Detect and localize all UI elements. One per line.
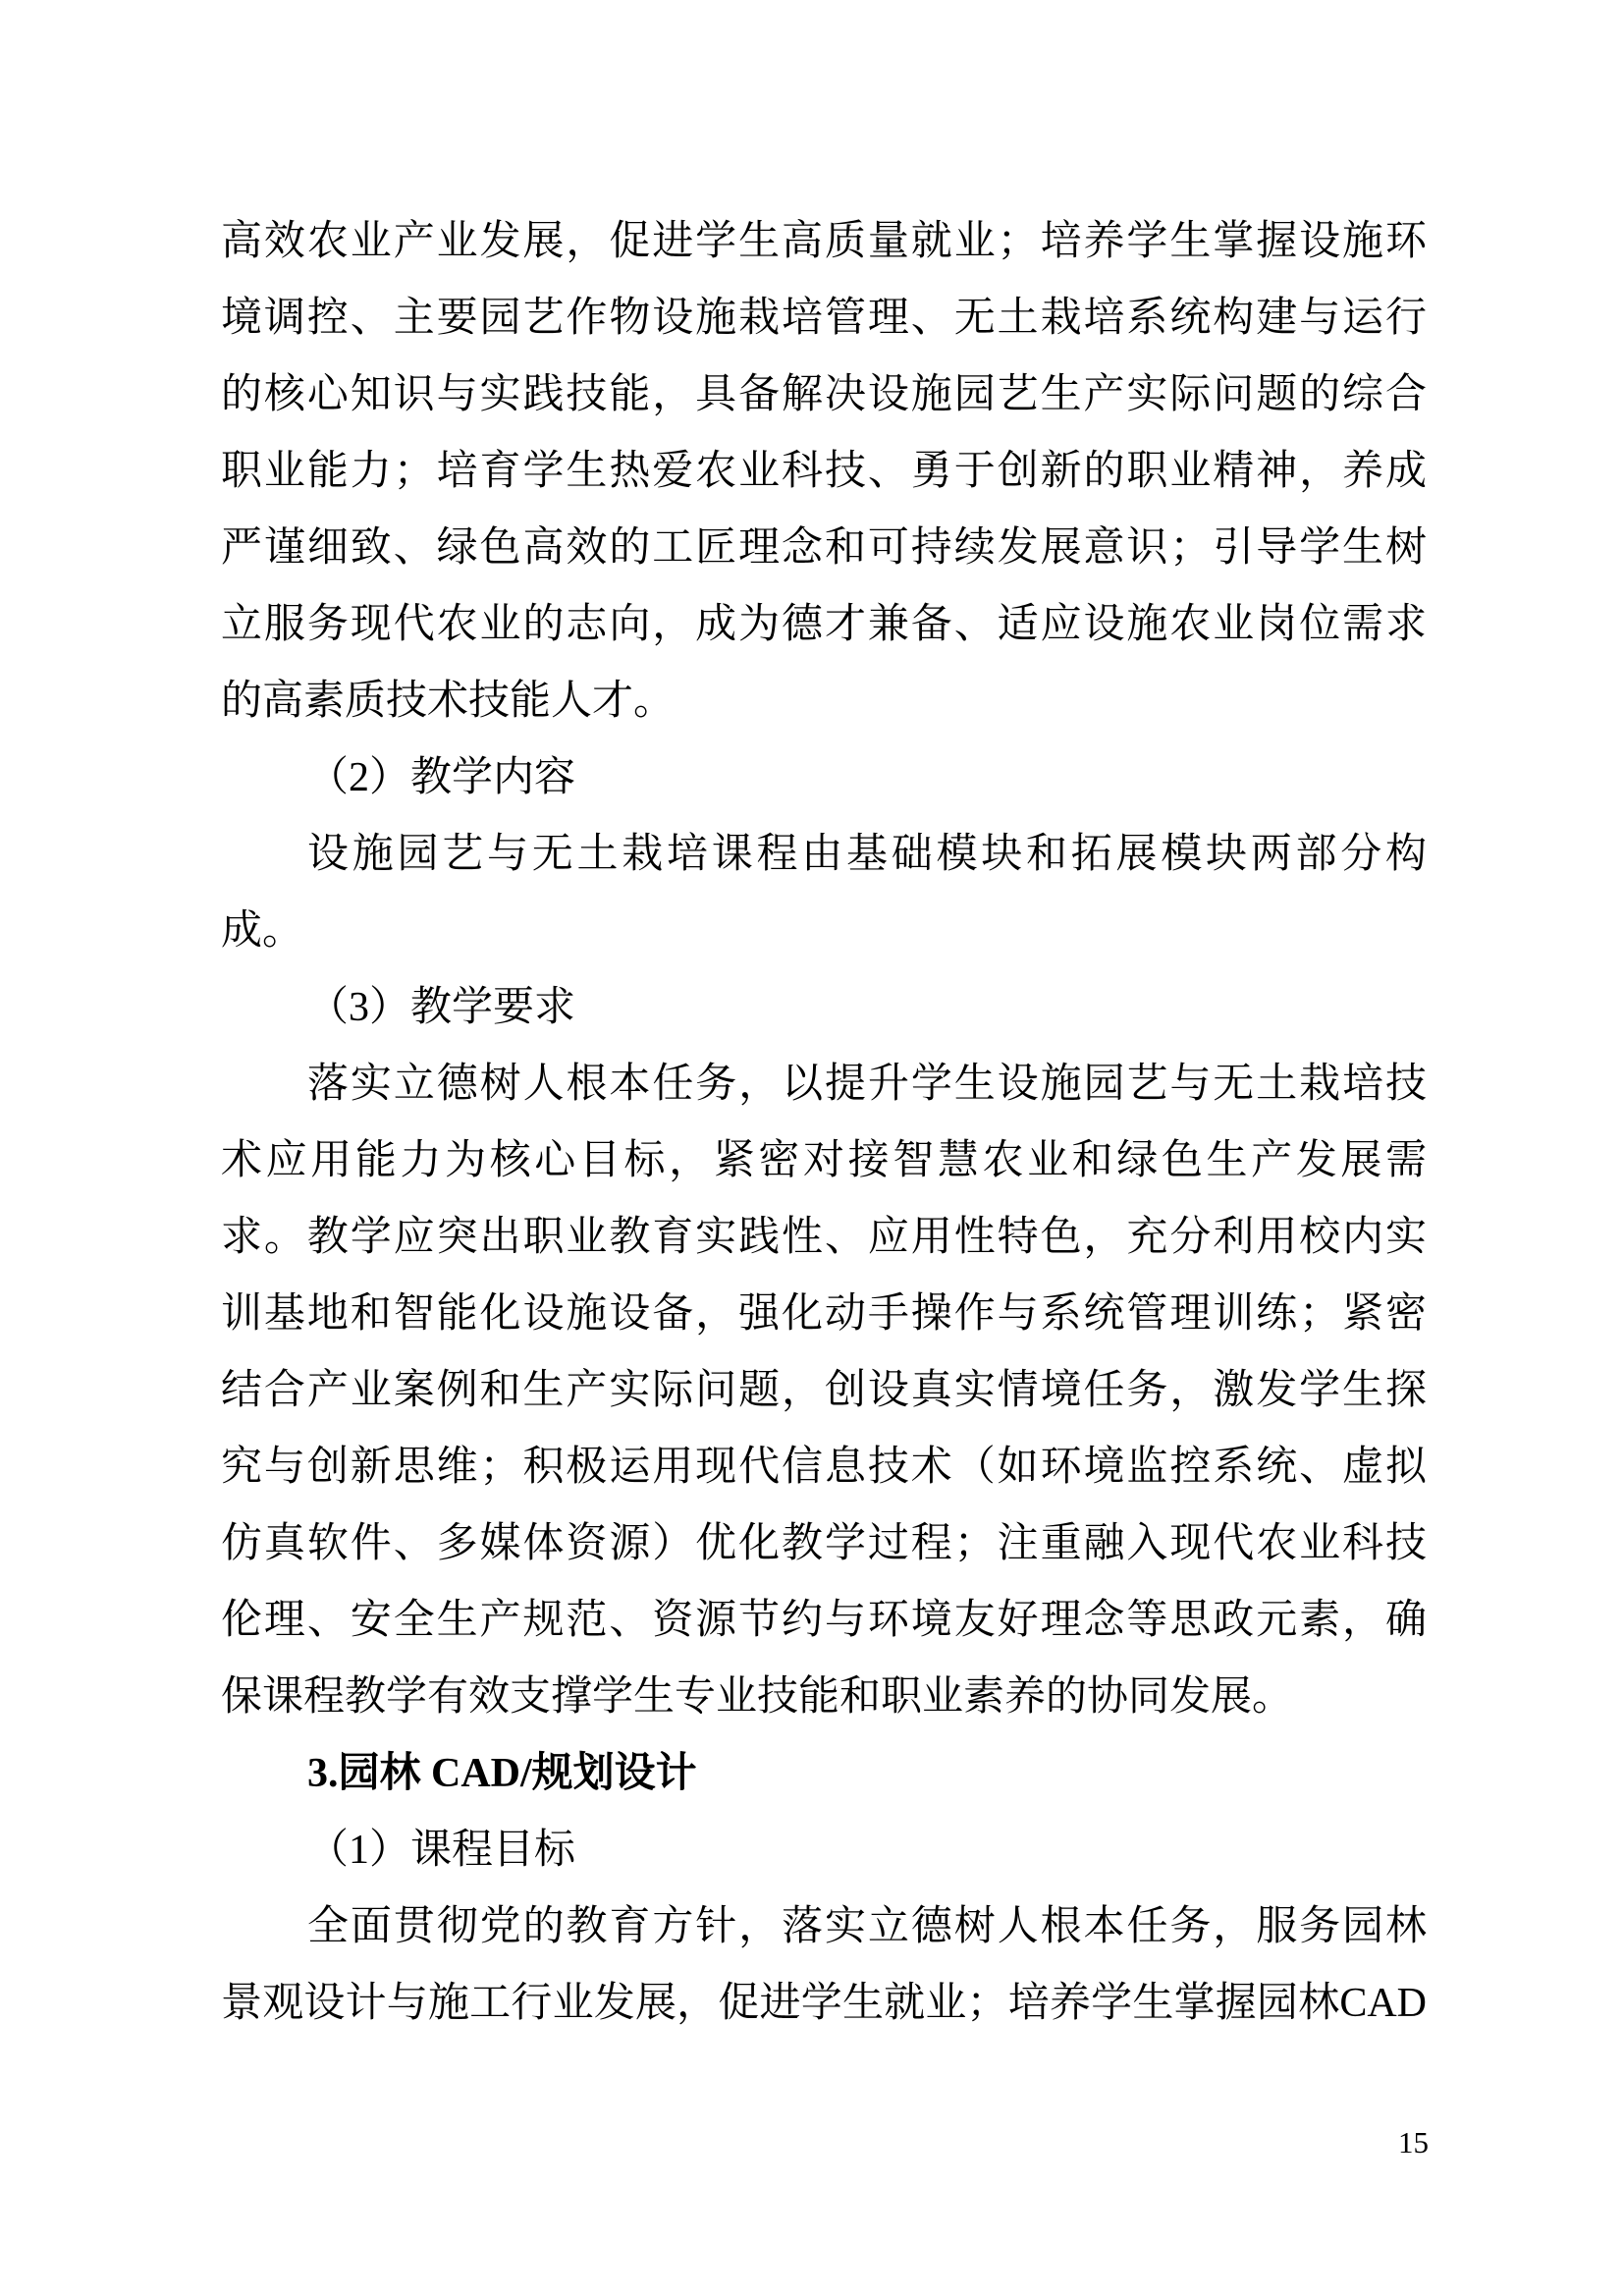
text-line: 落实立德树人根本任务，以提升学生设施园艺与无土栽培技 bbox=[307, 1062, 1427, 1107]
paragraph-label-course-objectives: （1）课程目标 bbox=[307, 1828, 576, 1873]
text-line: 术应用能力为核心目标，紧密对接智慧农业和绿色生产发展需 bbox=[221, 1138, 1427, 1183]
section-heading-garden-cad: 3.园林 CAD/规划设计 bbox=[307, 1751, 697, 1796]
text-line: 严谨细致、绿色高效的工匠理念和可持续发展意识；引导学生树 bbox=[221, 525, 1427, 571]
text-line: 职业能力；培育学生热爱农业科技、勇于创新的职业精神，养成 bbox=[221, 449, 1427, 494]
text-line: 保课程教学有效支撑学生专业技能和职业素养的协同发展。 bbox=[221, 1674, 1294, 1720]
text-line: 境调控、主要园艺作物设施栽培管理、无土栽培系统构建与运行 bbox=[221, 296, 1427, 341]
paragraph-label-teaching-requirements: （3）教学要求 bbox=[307, 985, 576, 1030]
page-number: 15 bbox=[1398, 2125, 1429, 2159]
text-line: 仿真软件、多媒体资源）优化教学过程；注重融入现代农业科技 bbox=[221, 1521, 1427, 1566]
text-line: 的核心知识与实践技能，具备解决设施园艺生产实际问题的综合 bbox=[221, 372, 1427, 417]
text-line: 结合产业案例和生产实际问题，创设真实情境任务，激发学生探 bbox=[221, 1368, 1427, 1413]
text-line: 的高素质技术技能人才。 bbox=[221, 679, 676, 724]
text-line: 景观设计与施工行业发展，促进学生就业；培养学生掌握园林CAD bbox=[221, 1981, 1427, 2026]
text-line: 全面贯彻党的教育方针，落实立德树人根本任务，服务园林 bbox=[307, 1904, 1427, 1949]
text-line: 求。教学应突出职业教育实践性、应用性特色，充分利用校内实 bbox=[221, 1215, 1427, 1260]
text-line: 究与创新思维；积极运用现代信息技术（如环境监控系统、虚拟 bbox=[221, 1445, 1427, 1490]
text-column bbox=[221, 203, 1427, 2042]
text-line: 成。 bbox=[221, 908, 304, 954]
text-line: 立服务现代农业的志向，成为德才兼备、适应设施农业岗位需求 bbox=[221, 602, 1427, 647]
paragraph-label-teaching-content: （2）教学内容 bbox=[307, 755, 576, 800]
text-line: 训基地和智能化设施设备，强化动手操作与系统管理训练；紧密 bbox=[221, 1291, 1427, 1337]
text-line: 设施园艺与无土栽培课程由基础模块和拓展模块两部分构 bbox=[307, 832, 1427, 877]
text-line: 伦理、安全生产规范、资源节约与环境友好理念等思政元素，确 bbox=[221, 1598, 1427, 1643]
text-line: 高效农业产业发展，促进学生高质量就业；培养学生掌握设施环 bbox=[221, 219, 1427, 264]
